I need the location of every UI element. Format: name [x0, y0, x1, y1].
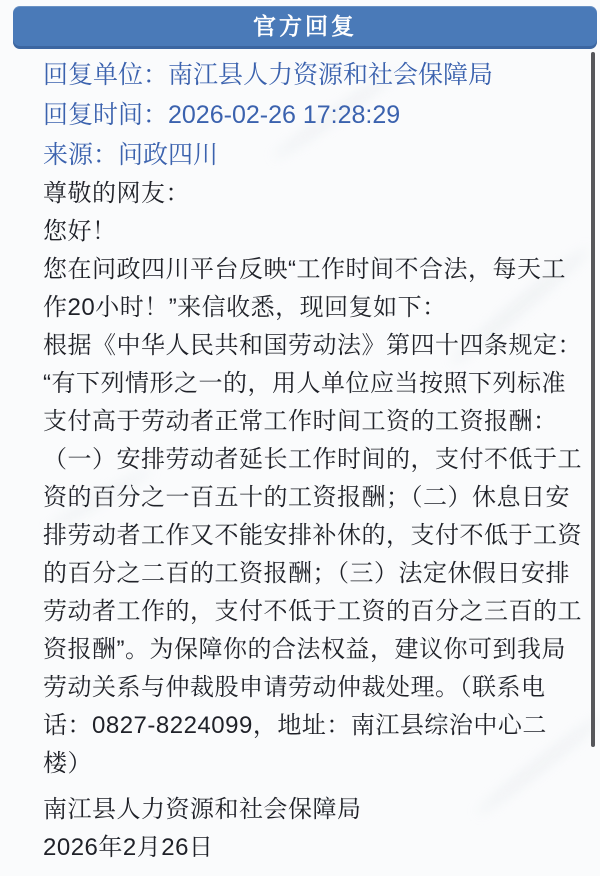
signature-block [43, 791, 588, 867]
body-line: 劳动关系与仲裁股申请劳动仲裁处理。（联系电 [43, 674, 546, 701]
body-line: 资报酬”。为保障你的合法权益，建议你可到我局 [43, 636, 566, 663]
body-line: 支付高于劳动者正常工作时间工资的工资报酬： [43, 408, 558, 435]
reply-content [43, 55, 588, 867]
signature-org: 南江县人力资源和社会保障局 [43, 796, 362, 823]
body-line: 话：0827-8224099，地址：南江县综治中心二 [43, 712, 547, 739]
reply-time: 回复时间：2026-02-26 17:28:29 [43, 101, 401, 129]
body-line: 的百分之二百的工资报酬；（三）法定休假日安排 [43, 560, 570, 587]
reply-unit: 回复单位：南江县人力资源和社会保障局 [43, 61, 494, 89]
body-line: 您好！ [43, 218, 117, 245]
reply-meta [43, 55, 588, 175]
body-line: “有下列情形之一的，用人单位应当按照下列标准 [43, 370, 566, 397]
body-line: 作20小时！”来信收悉，现回复如下： [43, 294, 447, 321]
body-line: 排劳动者工作又不能安排补休的，支付不低于工资 [43, 522, 582, 549]
signature-date: 2026年2月26日 [43, 834, 214, 861]
body-line: 劳动者工作的，支付不低于工资的百分之三百的工 [43, 598, 582, 625]
body-line: （一）安排劳动者延长工作时间的，支付不低于工 [43, 446, 582, 473]
body-line: 资的百分之一百五十的工资报酬；（二）休息日安 [43, 484, 570, 511]
body-line: 尊敬的网友： [43, 180, 190, 207]
page-title: 官方回复 [253, 13, 357, 39]
reply-body [43, 175, 588, 783]
body-line: 楼） [43, 750, 92, 777]
body-line: 您在问政四川平台反映“工作时间不合法，每天工 [43, 256, 566, 283]
body-line: 根据《中华人民共和国劳动法》第四十四条规定： [43, 332, 582, 359]
scrollbar-thumb[interactable] [591, 52, 595, 747]
header-bar [13, 6, 597, 49]
reply-source: 来源：问政四川 [43, 141, 219, 169]
